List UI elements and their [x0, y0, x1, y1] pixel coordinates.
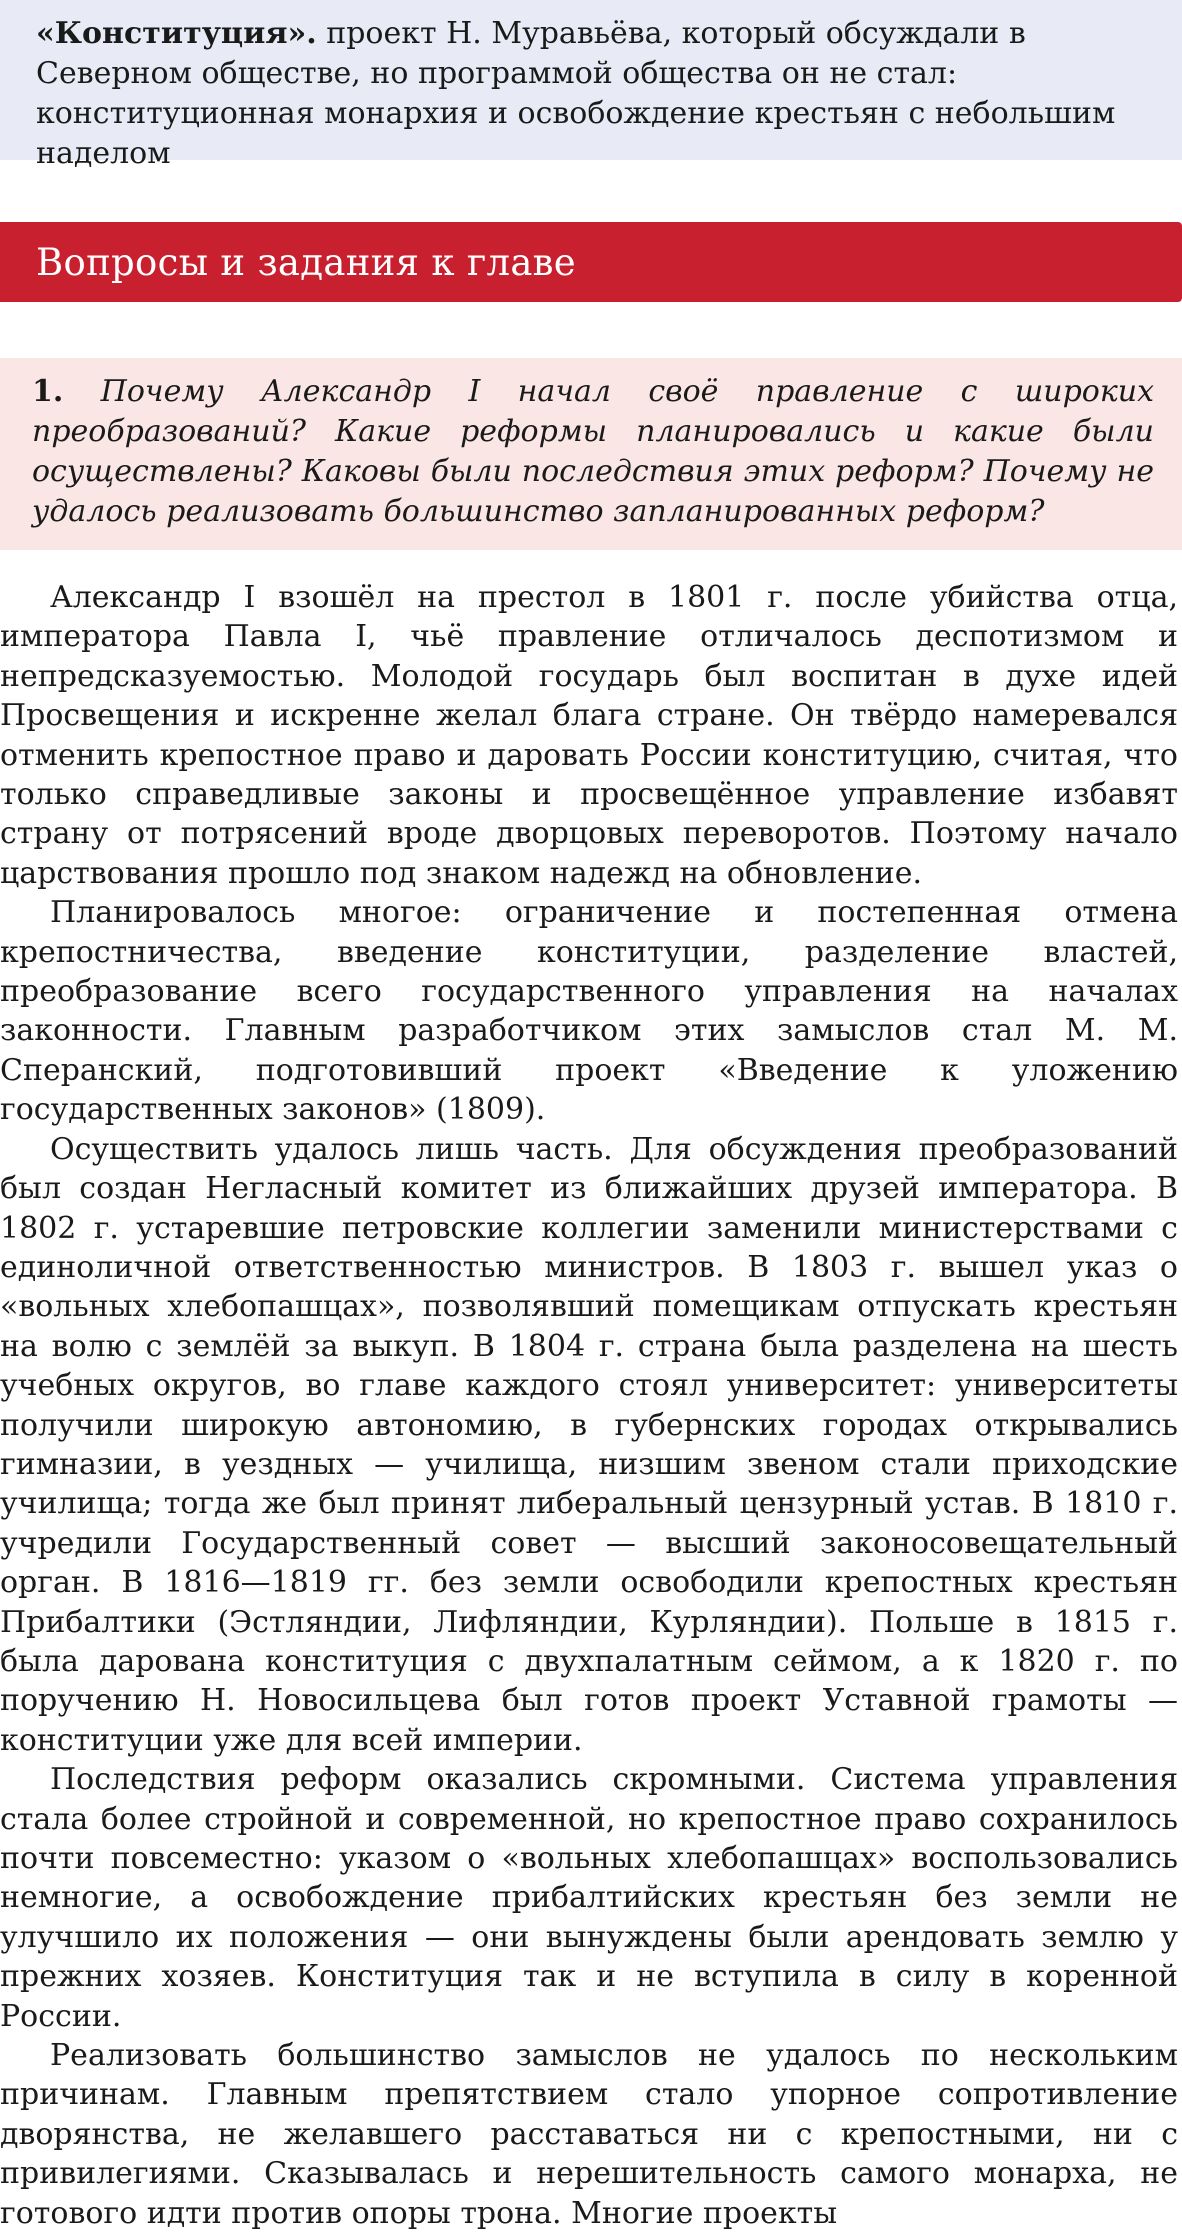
question-box [0, 358, 1182, 550]
answer-paragraph: Александр I взошёл на престол в 1801 г. после убийства отца, императора Павла I, чьё правление отличалось деспотизмом и непредсказуемостью. Молодой государь был воспитан в духе идей Просвещения и искренне желал блага стране. Он твёрдо намеревался отменить крепостное право и даровать России конституцию, считая, что только справедливые законы и просвещённое управление избавят страну от потрясений вроде дворцовых переворотов. Поэтому начало царствования прошло под знаком надежд на обновление. [0, 580, 1178, 891]
question-number: 1. [32, 374, 64, 409]
definition-text: проект Н. Муравьёва, который обсуждали в Северном обществе, но программой общества он не стал: конституционная монархия и освобождение крестьян с небольшим наделом [36, 16, 1116, 171]
answer-paragraph: Планировалось многое: ограничение и постепенная отмена крепостничества, введение конституции, разделение властей, преобразование всего государственного управления на началах законности. Главным разработчиком этих замыслов стал М. М. Сперанский, подготовивший проект «Введение к уложению государственных законов» (1809). [0, 895, 1178, 1128]
definition-box [0, 0, 1182, 171]
answer-paragraph: Осуществить удалось лишь часть. Для обсуждения преобразований был создан Негласный комитет из ближайших друзей императора. В 1802 г. устаревшие петровские коллегии заменили министерствами с единоличной ответственностью министров. В 1803 г. вышел указ о «вольных хлебопашцах», позволявший помещикам отпускать крестьян на волю с землёй за выкуп. В 1804 г. страна была разделена на шесть учебных округов, во главе каждого стоял университет: университеты получили широкую автономию, в губернских городах открывались гимназии, в уездных — училища, низшим звеном стали приходские училища; тогда же был принят либеральный цензурный устав. В 1810 г. учредили Государственный совет — высший законосовещательный орган. В 1816—1819 гг. без земли освободили крепостных крестьян Прибалтики (Эстляндии, Лифляндии, Курляндии). Польше в 1815 г. была дарована конституция с двухпалатным сеймом, а к 1820 г. по поручению Н. Новосильцева был готов проект Уставной грамоты — конституции уже для всей империи. [0, 1131, 1178, 1758]
section-title: Вопросы и задания к главе [36, 240, 577, 284]
definition-term: «Конституция». [36, 16, 317, 51]
answer-paragraph: Реализовать большинство замыслов не удалось по нескольким причинам. Главным препятствием стало упорное сопротивление дворянства, не желавшего расставаться ни с крепостными, ни с привилегиями. Сказывалась и нерешительность самого монарха, не готового идти против опоры трона. Многие проекты [0, 2038, 1178, 2231]
answer-paragraph: Последствия реформ оказались скромными. Система управления стала более стройной и современной, но крепостное право сохранилось почти повсеместно: указом о «вольных хлебопашцах» воспользовались немногие, а освобождение прибалтийских крестьян без земли не улучшило их положения — они вынуждены были арендовать землю у прежних хозяев. Конституция так и не вступила в силу в коренной России. [0, 1762, 1178, 2034]
answer-text [0, 578, 1182, 2233]
question-text: Почему Александр I начал своё правление с широких преобразований? Какие реформы планировались и какие были осуществлены? Каковы были последствия этих реформ? Почему не удалось реализовать большинство запланированных реформ? [32, 374, 1154, 529]
section-header [0, 222, 1182, 302]
